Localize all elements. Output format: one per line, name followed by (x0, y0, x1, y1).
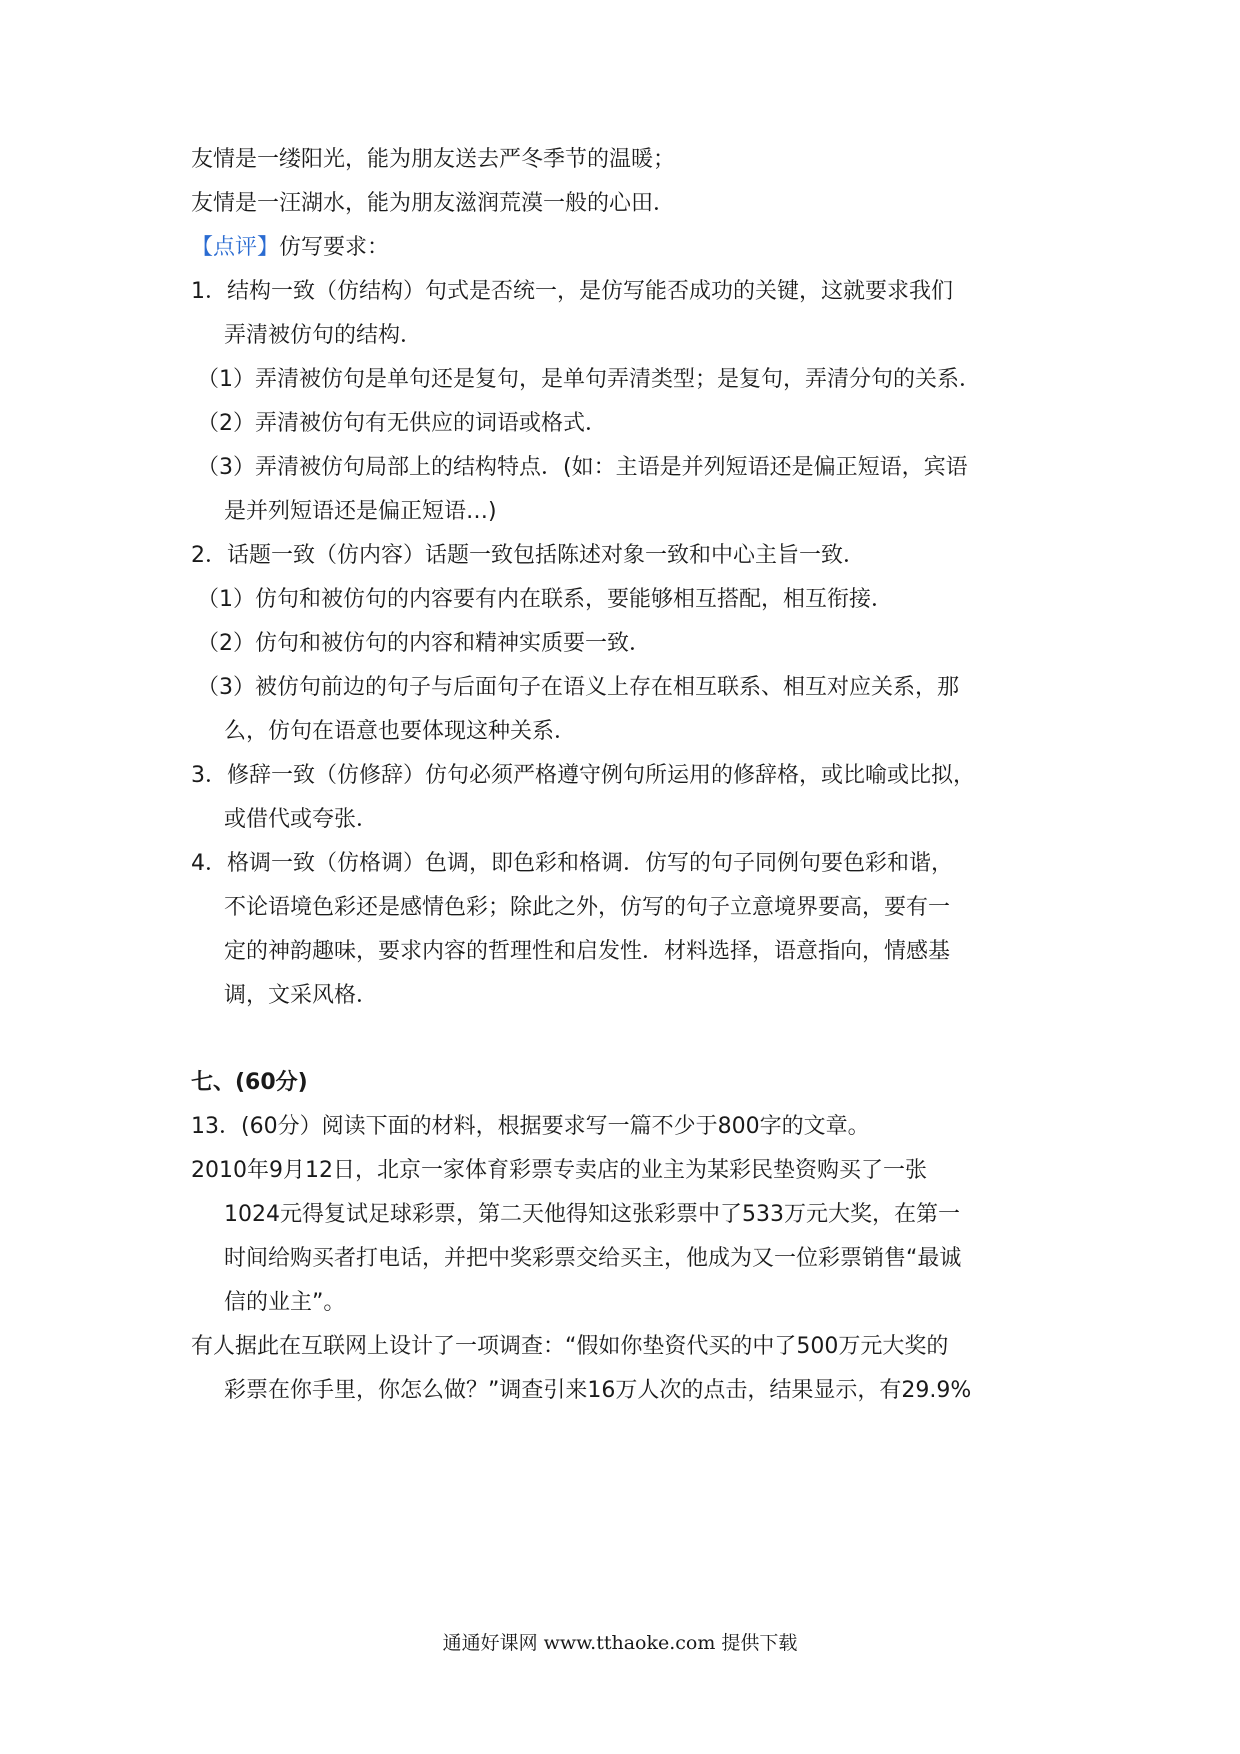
item1-sub-3: （3）弄清被仿句局部上的结构特点．(如：主语是并列短语还是偏正短语，宾语 (197, 455, 968, 480)
item1-line-2: 弄清被仿句的结构． (224, 323, 423, 348)
page-footer: 通通好课网 www.tthaoke.com 提供下载 (442, 1632, 798, 1654)
item4-line-1: 4．格调一致（仿格调）色调，即色彩和格调．仿写的句子同例句要色彩和谐， (191, 851, 953, 876)
question-13: 13．(60分）阅读下面的材料，根据要求写一篇不少于800字的文章。 (191, 1114, 870, 1139)
para2-line-1: 有人据此在互联网上设计了一项调查：“假如你垫资代买的中了500万元大奖的 (191, 1334, 949, 1359)
item4-line-2: 不论语境色彩还是感情色彩；除此之外，仿写的句子立意境界要高，要有一 (224, 895, 951, 920)
review-tag: 【点评】 (191, 235, 280, 260)
item1-sub-2: （2）弄清被仿句有无供应的词语或格式． (197, 411, 607, 436)
item1-sub-3-cont: 是并列短语还是偏正短语…) (224, 499, 497, 524)
para1-line-1: 2010年9月12日，北京一家体育彩票专卖店的业主为某彩民垫资购买了一张 (191, 1158, 927, 1183)
item2-sub-3: （3）被仿句前边的句子与后面句子在语义上存在相互联系、相互对应关系，那 (197, 675, 959, 700)
item4-line-3: 定的神韵趣味，要求内容的哲理性和启发性．材料选择，语意指向，情感基 (224, 939, 951, 964)
item4-line-4: 调，文采风格． (224, 983, 379, 1008)
item2-sub-2: （2）仿句和被仿句的内容和精神实质要一致． (197, 631, 651, 656)
review-title: 仿写要求： (279, 235, 390, 260)
para1-line-3: 时间给购买者打电话，并把中奖彩票交给买主，他成为又一位彩票销售“最诚 (224, 1246, 962, 1271)
para1-line-2: 1024元得复试足球彩票，第二天他得知这张彩票中了533万元大奖，在第一 (224, 1202, 960, 1227)
intro-line-1: 友情是一缕阳光，能为朋友送去严冬季节的温暖； (191, 147, 676, 172)
item1-sub-1: （1）弄清被仿句是单句还是复句，是单句弄清类型；是复句，弄清分句的关系． (197, 367, 981, 392)
para1-line-4: 信的业主”。 (224, 1290, 346, 1315)
section-heading: 七、(60分) (191, 1070, 308, 1095)
item3-line-2: 或借代或夸张． (224, 807, 379, 832)
review-line (191, 233, 389, 263)
item2-line: 2．话题一致（仿内容）话题一致包括陈述对象一致和中心主旨一致． (191, 543, 865, 568)
item1-line-1: 1．结构一致（仿结构）句式是否统一，是仿写能否成功的关键，这就要求我们 (191, 279, 953, 304)
para2-line-2: 彩票在你手里，你怎么做？”调查引来16万人次的点击，结果显示，有29.9% (224, 1378, 972, 1403)
item2-sub-3-cont: 么，仿句在语意也要体现这种关系． (224, 719, 577, 744)
item3-line-1: 3．修辞一致（仿修辞）仿句必须严格遵守例句所运用的修辞格，或比喻或比拟， (191, 763, 975, 788)
intro-line-2: 友情是一汪湖水，能为朋友滋润荒漠一般的心田． (191, 191, 676, 216)
item2-sub-1: （1）仿句和被仿句的内容要有内在联系，要能够相互搭配，相互衔接． (197, 587, 893, 612)
